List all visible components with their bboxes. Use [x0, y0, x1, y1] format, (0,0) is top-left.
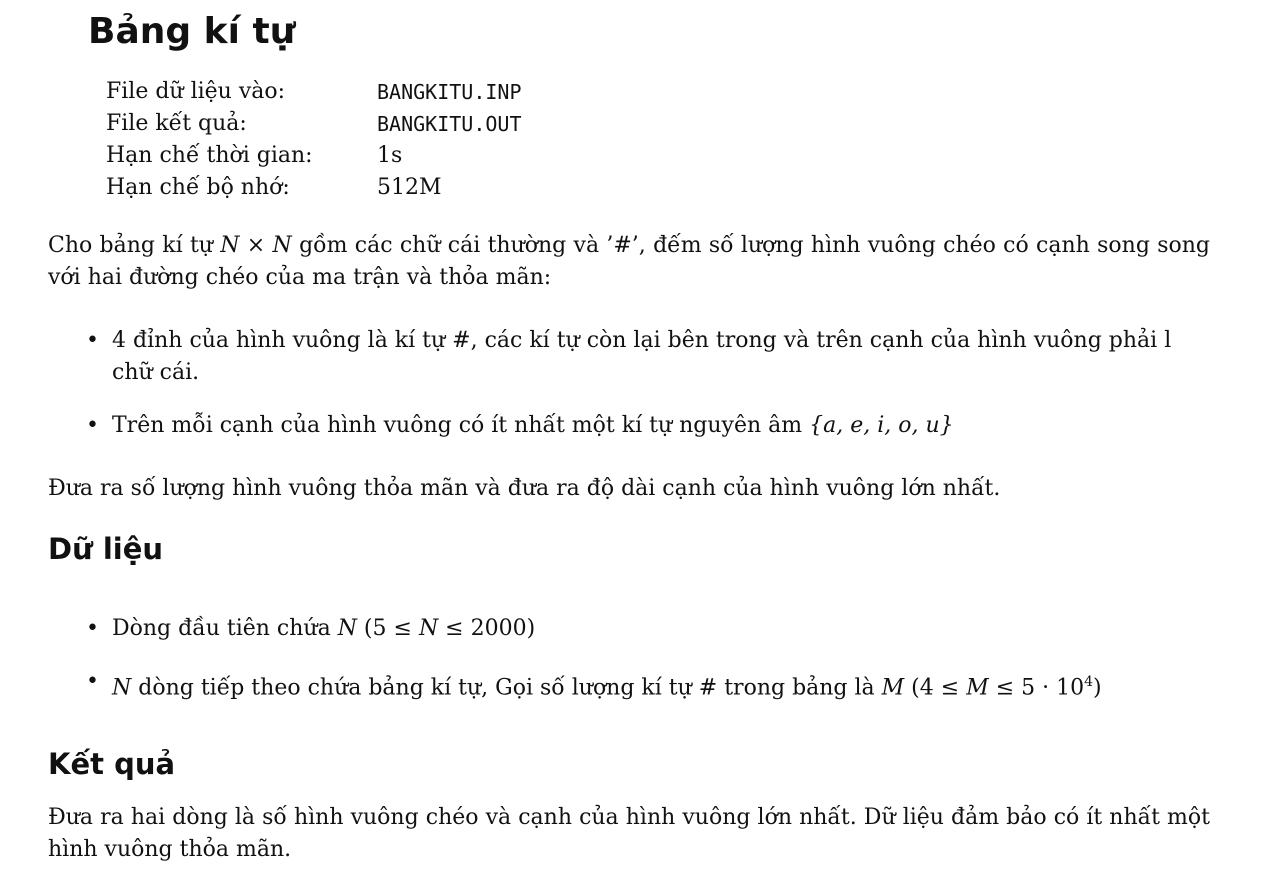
list-item — [86, 410, 1206, 442]
list-item — [86, 666, 1206, 704]
list-item — [86, 325, 1206, 389]
output-request: Đưa ra số lượng hình vuông thỏa mãn và đưa ra độ dài cạnh của hình vuông lớn nhất. — [48, 476, 1001, 501]
meta-label: Hạn chế thời gian: — [106, 143, 313, 168]
bullet-icon: • — [86, 413, 99, 438]
input-constraint — [112, 613, 1206, 645]
meta-label: File kết quả: — [106, 111, 247, 136]
condition-text: 4 đỉnh của hình vuông là kí tự #, các kí tự còn lại bên trong và trên cạnh của hình vuông phải l chữ cái. — [112, 328, 1172, 385]
vowel-set: {a, e, i, o, u} — [809, 413, 954, 438]
meta-value: 512M — [377, 175, 442, 200]
meta-row-time-limit — [106, 140, 522, 172]
constraint-text: (4 ≤ — [904, 675, 967, 701]
output-description: Đưa ra hai dòng là số hình vuông chéo và cạnh của hình vuông lớn nhất. Dữ liệu đảm bảo có ít nhất một hình vuông thỏa mãn. — [48, 805, 1210, 862]
problem-intro — [48, 230, 1210, 294]
bullet-icon: • — [86, 328, 99, 353]
constraint-text: ≤ 2000) — [438, 616, 536, 641]
meta-value: BANGKITU.INP — [377, 80, 522, 104]
intro-text: Cho bảng kí tự — [48, 233, 221, 258]
meta-label: Hạn chế bộ nhớ: — [106, 175, 290, 200]
bullet-icon: • — [86, 669, 99, 694]
bullet-icon: • — [86, 616, 99, 641]
constraint-text: dòng tiếp theo chứa bảng kí tự, Gọi số lượng kí tự # trong bảng là — [131, 675, 882, 701]
intro-text: gồm các chữ cái thường và ’#’, đếm số lượng hình vuông chéo có cạnh song song với hai đường chéo của ma trận và thỏa mãn: — [48, 233, 1210, 290]
var-m: M — [966, 675, 989, 701]
problem-meta-table — [106, 76, 522, 204]
condition-text-part: Trên mỗi cạnh của hình vuông có ít nhất một kí tự nguyên âm — [112, 413, 810, 438]
meta-row-output-file — [106, 108, 522, 140]
constraint-text: ≤ 5 · 10 — [988, 675, 1085, 701]
times-sign: × — [239, 233, 273, 258]
section-heading-output: Kết quả — [48, 747, 176, 781]
exponent: 4 — [1084, 674, 1094, 690]
constraint-text: Dòng đầu tiên chứa — [112, 616, 338, 641]
constraint-text: ) — [1093, 675, 1102, 701]
section-heading-input: Dữ liệu — [48, 532, 164, 566]
condition-text — [112, 410, 1206, 442]
var-n: N — [112, 675, 132, 701]
list-item — [86, 613, 1206, 645]
meta-row-memory-limit — [106, 172, 522, 204]
var-n: N — [220, 233, 240, 258]
var-n: N — [272, 233, 292, 258]
meta-value: 1s — [377, 143, 403, 168]
meta-label: File dữ liệu vào: — [106, 79, 286, 104]
var-n: N — [337, 616, 357, 641]
meta-value: BANGKITU.OUT — [377, 112, 522, 136]
input-constraint — [112, 666, 1206, 704]
page-title: Bảng kí tự — [88, 11, 296, 52]
var-n: N — [418, 616, 439, 641]
var-m: M — [881, 675, 905, 701]
meta-row-input-file — [106, 76, 522, 108]
constraint-text: (5 ≤ — [356, 616, 419, 641]
